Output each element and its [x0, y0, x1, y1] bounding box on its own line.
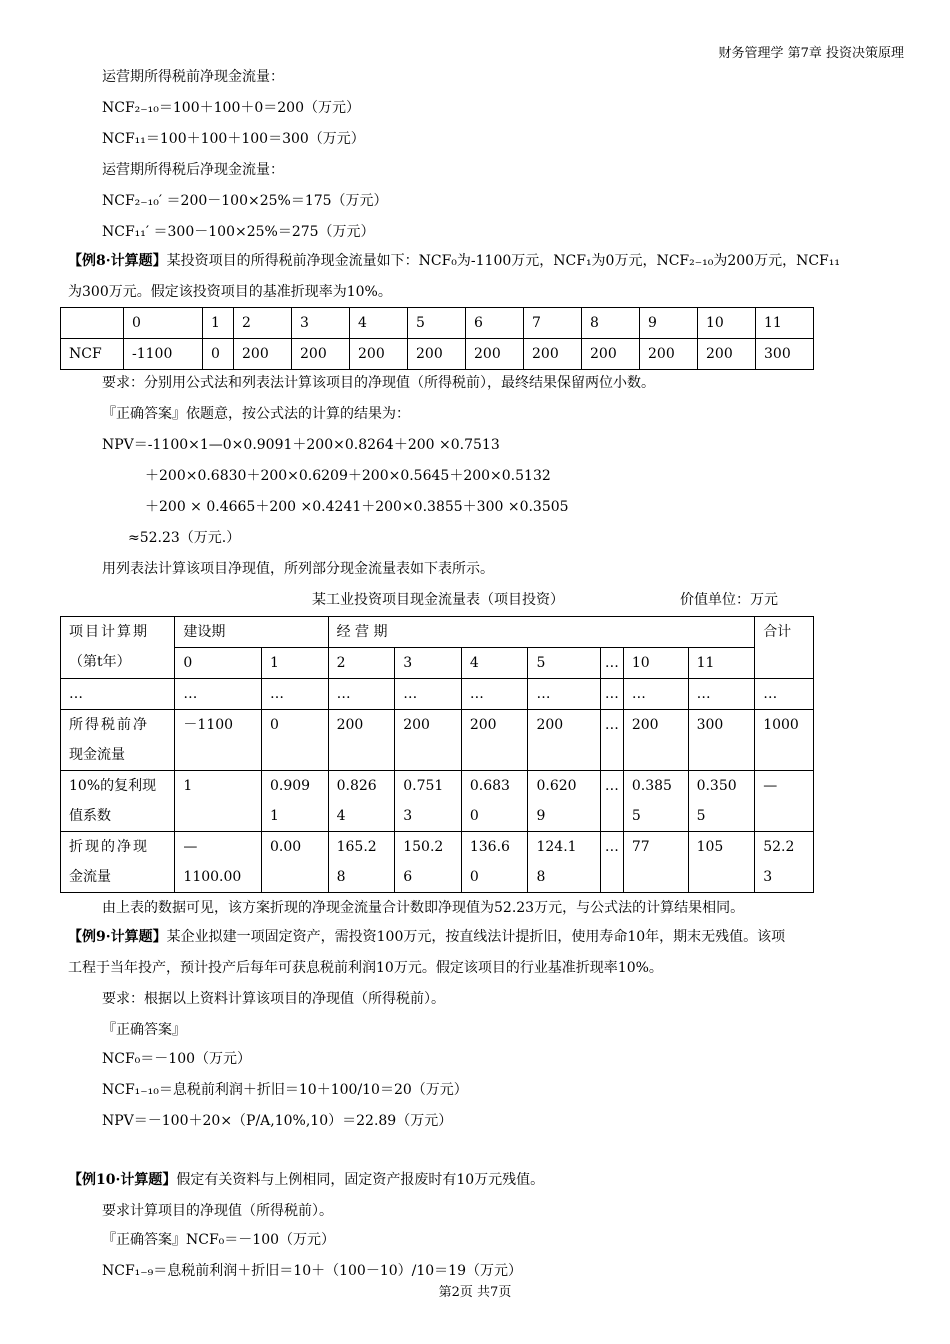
- cell-text: 1: [269, 808, 279, 824]
- table-cell: 11: [688, 648, 755, 679]
- cell-text: 金流量: [69, 869, 111, 885]
- cell-text: 10%的复利现: [69, 778, 157, 794]
- cell-text: 3: [763, 869, 773, 885]
- formula-line: ＋200×0.6830＋200×0.6209＋200×0.5645＋200×0.5132: [145, 468, 551, 484]
- table-cell: 4: [461, 648, 528, 679]
- cell-text: …: [604, 839, 619, 855]
- example-text: 某企业拟建一项固定资产，需投资100万元，按直线法计提折旧，使用寿命10年，期末无残值。该项: [166, 929, 786, 945]
- example-9-intro: [68, 927, 785, 947]
- table-cell: 建设期: [175, 617, 328, 648]
- cell-text: …: [604, 778, 619, 794]
- table-cell: [623, 771, 688, 832]
- table-cell: 8: [582, 308, 640, 339]
- table-cell: 0: [203, 339, 234, 370]
- table-cell: 200: [524, 339, 582, 370]
- text-line: 为300万元。假定该投资项目的基准折现率为10%。: [68, 284, 392, 300]
- table-cell: 合计: [755, 617, 814, 679]
- table-row: [61, 832, 814, 893]
- table-cell: 200: [292, 339, 350, 370]
- table-cell: …: [395, 679, 462, 710]
- table-cell: 2: [234, 308, 292, 339]
- formula-line: ＋200 × 0.4665＋200 ×0.4241＋200×0.3855＋300 ×0.3505: [145, 499, 569, 515]
- cell-text: 124.1: [536, 839, 577, 855]
- table-cell: [600, 771, 623, 832]
- table-cell: 200: [528, 710, 600, 771]
- formula-line: NCF₀＝－100（万元）: [102, 1051, 252, 1067]
- table-cell: 10: [698, 308, 756, 339]
- cell-text: 0.385: [631, 778, 672, 794]
- cell-text: 0.00: [269, 839, 302, 855]
- table-cell: [328, 832, 395, 893]
- cell-text: 现金流量: [69, 747, 125, 763]
- table-cell: 200: [328, 710, 395, 771]
- text-line: NCF₂₋₁₀′ ＝200－100×25%＝175（万元）: [102, 193, 388, 209]
- cell-text: 1100.00: [183, 869, 242, 885]
- ncf-table: [60, 307, 814, 370]
- text-line: NCF₂₋₁₀＝100＋100＋0＝200（万元）: [102, 100, 360, 116]
- table-cell: 7: [524, 308, 582, 339]
- table-cell: 200: [234, 339, 292, 370]
- table-cell: …: [528, 679, 600, 710]
- table-cell: 200: [350, 339, 408, 370]
- table-cell: …: [600, 710, 623, 771]
- table-cell: [623, 832, 688, 893]
- table-cell: [61, 710, 175, 771]
- example-title: 【例9·计算题】: [68, 929, 167, 945]
- cell-text: 项目计算期: [69, 624, 149, 640]
- table-cell: [528, 771, 600, 832]
- text-line: NCF₁₁＝100＋100＋100＝300（万元）: [102, 131, 365, 147]
- table-cell: 200: [582, 339, 640, 370]
- cell-text: 所得税前净: [69, 717, 149, 733]
- table-cell: 200: [640, 339, 698, 370]
- table-cell: …: [623, 679, 688, 710]
- table-cell: 3: [395, 648, 462, 679]
- text-line: 『正确答案』: [102, 1022, 186, 1038]
- table-cell: [688, 832, 755, 893]
- table-cell: NCF: [61, 339, 124, 370]
- table-cell: [395, 771, 462, 832]
- text-line: NCF₁₁′ ＝300－100×25%＝275（万元）: [102, 224, 375, 240]
- table-row: [61, 617, 814, 648]
- cell-text: —: [183, 839, 198, 855]
- text-line: 要求：分别用公式法和列表法计算该项目的净现值（所得税前），最终结果保留两位小数。: [102, 375, 655, 391]
- table-cell: …: [61, 679, 175, 710]
- table-cell: …: [688, 679, 755, 710]
- table-cell: [688, 771, 755, 832]
- formula-line: NPV＝-1100×1—0×0.9091＋200×0.8264＋200 ×0.7513: [102, 437, 500, 453]
- table-cell: 200: [461, 710, 528, 771]
- table-cell: 5: [408, 308, 466, 339]
- table-cell: …: [261, 679, 328, 710]
- table-cell: [461, 832, 528, 893]
- table-row: [61, 710, 814, 771]
- table-cell: [61, 771, 175, 832]
- table-row: [61, 679, 814, 710]
- table-cell: 200: [698, 339, 756, 370]
- cell-text: 136.6: [469, 839, 510, 855]
- table-cell: 300: [756, 339, 814, 370]
- cell-text: 52.2: [763, 839, 795, 855]
- cell-text: 105: [696, 839, 724, 855]
- table-cell: [395, 832, 462, 893]
- table-cell: 3: [292, 308, 350, 339]
- text-line: 『正确答案』NCF₀＝－100（万元）: [102, 1232, 336, 1248]
- cell-text: 折现的净现: [69, 839, 149, 855]
- cell-text: —: [763, 778, 778, 794]
- text-line: 『正确答案』依题意，按公式法的计算的结果为：: [102, 406, 410, 422]
- table-cell: 200: [466, 339, 524, 370]
- table-cell: [61, 617, 175, 679]
- text-line: 要求计算项目的净现值（所得税前）。: [102, 1203, 333, 1219]
- table-row: [61, 339, 814, 370]
- cell-text: 5: [696, 808, 706, 824]
- example-8-intro: [68, 251, 840, 271]
- text-line: 运营期所得税后净现金流量：: [102, 162, 284, 178]
- table-cell: …: [175, 679, 262, 710]
- cell-text: 8: [536, 869, 546, 885]
- table-cell: 10: [623, 648, 688, 679]
- table-cell: －1100: [175, 710, 262, 771]
- cell-text: 8: [336, 869, 346, 885]
- table-cell: 经 营 期: [328, 617, 755, 648]
- page-header: 财务管理学 第7章 投资决策原理: [718, 46, 904, 61]
- table-cell: 11: [756, 308, 814, 339]
- table-unit: 价值单位：万元: [680, 592, 778, 608]
- table-cell: [528, 832, 600, 893]
- table-cell: [175, 771, 262, 832]
- text-line: 用列表法计算该项目净现值，所列部分现金流量表如下表所示。: [102, 561, 494, 577]
- table-row: [61, 771, 814, 832]
- cell-text: 150.2: [403, 839, 444, 855]
- cell-text: （第t年）: [69, 654, 131, 670]
- table-cell: …: [600, 679, 623, 710]
- page-footer: 第2页 共7页: [438, 1285, 512, 1300]
- table-cell: 200: [408, 339, 466, 370]
- cell-text: 0: [469, 869, 479, 885]
- cell-text: 0: [469, 808, 479, 824]
- table-cell: 300: [688, 710, 755, 771]
- text-line: 要求：根据以上资料计算该项目的净现值（所得税前）。: [102, 991, 445, 1007]
- table-cell: …: [328, 679, 395, 710]
- table-cell: 1: [203, 308, 234, 339]
- table-cell: 0: [261, 710, 328, 771]
- table-cell: -1100: [124, 339, 203, 370]
- cell-text: 3: [403, 808, 413, 824]
- table-cell: 0: [124, 308, 203, 339]
- cell-text: 0.350: [696, 778, 737, 794]
- cell-text: 0.683: [469, 778, 510, 794]
- table-cell: 9: [640, 308, 698, 339]
- table-cell: …: [461, 679, 528, 710]
- cell-text: 0.620: [536, 778, 577, 794]
- text-line: 由上表的数据可见，该方案折现的净现金流量合计数即净现值为52.23万元，与公式法的计算结果相同。: [102, 900, 745, 916]
- table-cell: 6: [466, 308, 524, 339]
- table-cell: 4: [350, 308, 408, 339]
- cashflow-table: [60, 616, 814, 893]
- table-cell: 1: [261, 648, 328, 679]
- text-line: 工程于当年投产，预计投产后每年可获息税前利润10万元。假定该项目的行业基准折现率10%。: [68, 960, 663, 976]
- example-text: 某投资项目的所得税前净现金流量如下：NCF₀为-1100万元，NCF₁为0万元，NCF₂₋₁₀为200万元，NCF₁₁: [166, 253, 840, 269]
- table-cell: [755, 771, 814, 832]
- table-cell: 200: [623, 710, 688, 771]
- cell-text: 值系数: [69, 808, 111, 824]
- table-cell: [755, 832, 814, 893]
- cell-text: 0.751: [403, 778, 444, 794]
- formula-line: ≈52.23（万元.）: [128, 530, 241, 546]
- example-10-intro: [68, 1170, 544, 1190]
- formula-line: NCF₁₋₉＝息税前利润＋折旧＝10＋（100－10）/10＝19（万元）: [102, 1263, 522, 1279]
- cell-text: 5: [631, 808, 641, 824]
- table-cell: [175, 832, 262, 893]
- table-cell: [261, 832, 328, 893]
- table-cell: 1000: [755, 710, 814, 771]
- table-cell: [61, 832, 175, 893]
- table-cell: 0: [175, 648, 262, 679]
- table-cell: [261, 771, 328, 832]
- cell-text: 0.826: [336, 778, 377, 794]
- cell-text: 6: [403, 869, 413, 885]
- cell-text: 0.909: [269, 778, 311, 794]
- table-cell: …: [600, 648, 623, 679]
- table-title: 某工业投资项目现金流量表（项目投资）: [312, 592, 564, 608]
- text-line: 运营期所得税前净现金流量：: [102, 69, 284, 85]
- table-cell: [461, 771, 528, 832]
- table-cell: 200: [395, 710, 462, 771]
- table-cell: 5: [528, 648, 600, 679]
- formula-line: NPV＝－100＋20×（P/A,10%,10）＝22.89（万元）: [102, 1113, 453, 1129]
- cell-text: 77: [631, 839, 650, 855]
- table-cell: [328, 771, 395, 832]
- cell-text: 4: [336, 808, 346, 824]
- example-text: 假定有关资料与上例相同，固定资产报废时有10万元残值。: [176, 1172, 545, 1188]
- table-cell: [600, 832, 623, 893]
- table-cell: …: [755, 679, 814, 710]
- table-cell: 2: [328, 648, 395, 679]
- cell-text: 1: [183, 778, 193, 794]
- example-title: 【例10·计算题】: [68, 1172, 177, 1188]
- table-cell: [61, 308, 124, 339]
- example-title: 【例8·计算题】: [68, 253, 167, 269]
- table-row: [61, 308, 814, 339]
- formula-line: NCF₁₋₁₀＝息税前利润＋折旧＝10＋100/10＝20（万元）: [102, 1082, 468, 1098]
- cell-text: 9: [536, 808, 546, 824]
- cell-text: 165.2: [336, 839, 377, 855]
